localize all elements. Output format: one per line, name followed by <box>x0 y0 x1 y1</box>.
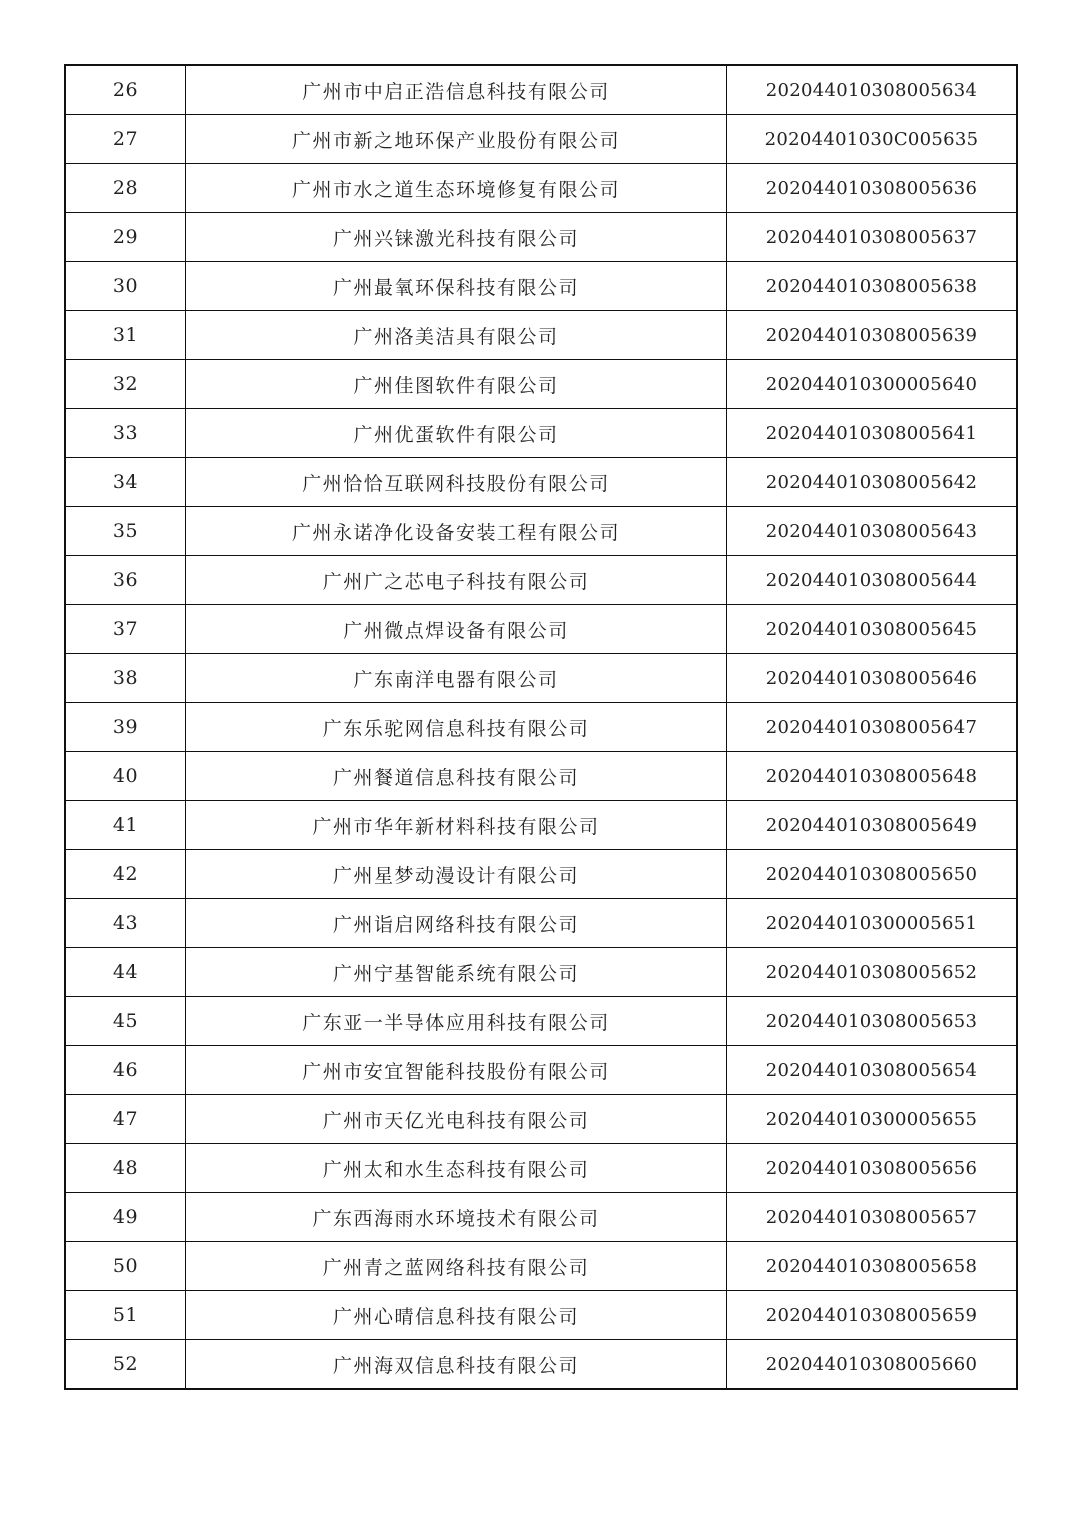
row-number-cell: 37 <box>65 605 186 654</box>
registration-code-cell: 202044010308005653 <box>727 997 1018 1046</box>
company-name-cell: 广州兴铼激光科技有限公司 <box>186 213 727 262</box>
table-row <box>65 1046 1017 1095</box>
company-name-cell: 广州佳图软件有限公司 <box>186 360 727 409</box>
company-name-cell: 广州太和水生态科技有限公司 <box>186 1144 727 1193</box>
company-name-cell: 广州海双信息科技有限公司 <box>186 1340 727 1390</box>
registration-code-cell: 202044010308005660 <box>727 1340 1018 1390</box>
row-number-cell: 31 <box>65 311 186 360</box>
row-number-cell: 30 <box>65 262 186 311</box>
row-number-cell: 35 <box>65 507 186 556</box>
row-number-cell: 43 <box>65 899 186 948</box>
company-registration-table <box>64 64 1018 1390</box>
table-row <box>65 507 1017 556</box>
registration-code-cell: 20204401030C005635 <box>727 115 1018 164</box>
registration-code-cell: 202044010308005656 <box>727 1144 1018 1193</box>
registration-code-cell: 202044010308005657 <box>727 1193 1018 1242</box>
table-row <box>65 65 1017 115</box>
registration-code-cell: 202044010300005651 <box>727 899 1018 948</box>
company-name-cell: 广州市水之道生态环境修复有限公司 <box>186 164 727 213</box>
company-name-cell: 广州市新之地环保产业股份有限公司 <box>186 115 727 164</box>
table-row <box>65 948 1017 997</box>
row-number-cell: 26 <box>65 65 186 115</box>
table-row <box>65 115 1017 164</box>
registration-code-cell: 202044010308005642 <box>727 458 1018 507</box>
registration-code-cell: 202044010308005659 <box>727 1291 1018 1340</box>
company-name-cell: 广东乐驼网信息科技有限公司 <box>186 703 727 752</box>
table-row <box>65 605 1017 654</box>
row-number-cell: 28 <box>65 164 186 213</box>
company-name-cell: 广东西海雨水环境技术有限公司 <box>186 1193 727 1242</box>
row-number-cell: 50 <box>65 1242 186 1291</box>
company-name-cell: 广州心晴信息科技有限公司 <box>186 1291 727 1340</box>
table-row <box>65 213 1017 262</box>
row-number-cell: 29 <box>65 213 186 262</box>
table-row <box>65 654 1017 703</box>
company-name-cell: 广州市华年新材料科技有限公司 <box>186 801 727 850</box>
registration-code-cell: 202044010308005639 <box>727 311 1018 360</box>
row-number-cell: 39 <box>65 703 186 752</box>
row-number-cell: 44 <box>65 948 186 997</box>
registration-code-cell: 202044010308005652 <box>727 948 1018 997</box>
registration-code-cell: 202044010308005641 <box>727 409 1018 458</box>
company-name-cell: 广州市安宜智能科技股份有限公司 <box>186 1046 727 1095</box>
row-number-cell: 38 <box>65 654 186 703</box>
registration-code-cell: 202044010308005645 <box>727 605 1018 654</box>
table-row <box>65 997 1017 1046</box>
registration-code-cell: 202044010308005654 <box>727 1046 1018 1095</box>
row-number-cell: 41 <box>65 801 186 850</box>
registration-code-cell: 202044010308005638 <box>727 262 1018 311</box>
registration-code-cell: 202044010308005643 <box>727 507 1018 556</box>
registration-code-cell: 202044010308005650 <box>727 850 1018 899</box>
table-row <box>65 262 1017 311</box>
table-row <box>65 850 1017 899</box>
company-name-cell: 广州最氧环保科技有限公司 <box>186 262 727 311</box>
table-row <box>65 899 1017 948</box>
company-name-cell: 广州洛美洁具有限公司 <box>186 311 727 360</box>
table-row <box>65 1095 1017 1144</box>
table-row <box>65 801 1017 850</box>
company-name-cell: 广州市天亿光电科技有限公司 <box>186 1095 727 1144</box>
registration-code-cell: 202044010308005646 <box>727 654 1018 703</box>
table-row <box>65 556 1017 605</box>
company-name-cell: 广州诣启网络科技有限公司 <box>186 899 727 948</box>
table-body <box>65 65 1017 1389</box>
table-row <box>65 752 1017 801</box>
row-number-cell: 34 <box>65 458 186 507</box>
registration-code-cell: 202044010308005637 <box>727 213 1018 262</box>
company-name-cell: 广州市中启正浩信息科技有限公司 <box>186 65 727 115</box>
registration-code-cell: 202044010308005647 <box>727 703 1018 752</box>
company-name-cell: 广州宁基智能系统有限公司 <box>186 948 727 997</box>
registration-code-cell: 202044010308005648 <box>727 752 1018 801</box>
row-number-cell: 42 <box>65 850 186 899</box>
row-number-cell: 27 <box>65 115 186 164</box>
table-row <box>65 458 1017 507</box>
registration-code-cell: 202044010308005649 <box>727 801 1018 850</box>
company-name-cell: 广州优蛋软件有限公司 <box>186 409 727 458</box>
registration-code-cell: 202044010308005636 <box>727 164 1018 213</box>
table-row <box>65 311 1017 360</box>
row-number-cell: 32 <box>65 360 186 409</box>
company-name-cell: 广州永诺净化设备安装工程有限公司 <box>186 507 727 556</box>
company-name-cell: 广州恰恰互联网科技股份有限公司 <box>186 458 727 507</box>
row-number-cell: 52 <box>65 1340 186 1390</box>
row-number-cell: 47 <box>65 1095 186 1144</box>
registration-code-cell: 202044010308005658 <box>727 1242 1018 1291</box>
registration-code-cell: 202044010300005640 <box>727 360 1018 409</box>
row-number-cell: 36 <box>65 556 186 605</box>
table-row <box>65 1340 1017 1390</box>
row-number-cell: 40 <box>65 752 186 801</box>
company-name-cell: 广州餐道信息科技有限公司 <box>186 752 727 801</box>
company-name-cell: 广州广之芯电子科技有限公司 <box>186 556 727 605</box>
table-row <box>65 1291 1017 1340</box>
company-name-cell: 广州青之蓝网络科技有限公司 <box>186 1242 727 1291</box>
table-row <box>65 360 1017 409</box>
table-row <box>65 164 1017 213</box>
table-row <box>65 1144 1017 1193</box>
table-row <box>65 1242 1017 1291</box>
table-row <box>65 703 1017 752</box>
row-number-cell: 45 <box>65 997 186 1046</box>
company-name-cell: 广州微点焊设备有限公司 <box>186 605 727 654</box>
registration-code-cell: 202044010308005644 <box>727 556 1018 605</box>
registration-code-cell: 202044010300005655 <box>727 1095 1018 1144</box>
row-number-cell: 49 <box>65 1193 186 1242</box>
row-number-cell: 33 <box>65 409 186 458</box>
company-name-cell: 广州星梦动漫设计有限公司 <box>186 850 727 899</box>
row-number-cell: 46 <box>65 1046 186 1095</box>
registration-code-cell: 202044010308005634 <box>727 65 1018 115</box>
table-row <box>65 1193 1017 1242</box>
row-number-cell: 51 <box>65 1291 186 1340</box>
table-row <box>65 409 1017 458</box>
row-number-cell: 48 <box>65 1144 186 1193</box>
company-name-cell: 广东亚一半导体应用科技有限公司 <box>186 997 727 1046</box>
company-name-cell: 广东南洋电器有限公司 <box>186 654 727 703</box>
